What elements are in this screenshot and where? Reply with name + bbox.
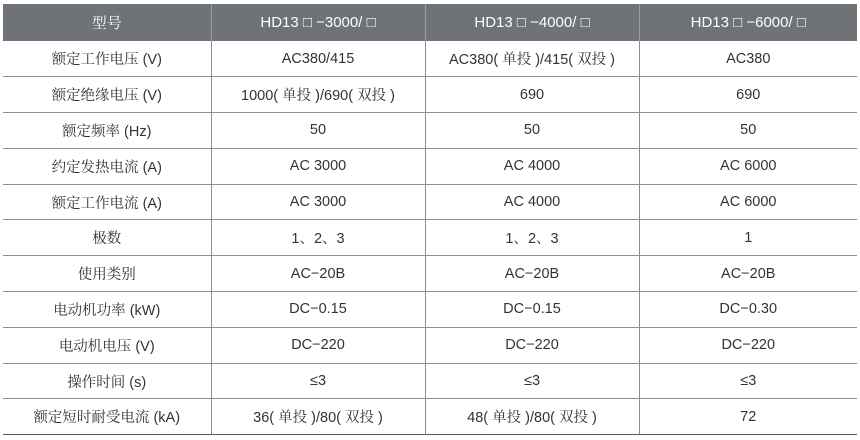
- table-cell: 1: [639, 220, 857, 256]
- row-label: 额定频率 (Hz): [3, 113, 211, 149]
- table-cell: 50: [425, 113, 639, 149]
- row-label: 额定工作电流 (A): [3, 184, 211, 220]
- table-cell: AC380( 单投 )/415( 双投 ): [425, 41, 639, 77]
- table-row: [3, 113, 857, 149]
- table-cell: DC−0.30: [639, 292, 857, 328]
- table-cell: 1、2、3: [211, 220, 425, 256]
- table-cell: AC−20B: [425, 256, 639, 292]
- table-cell: DC−220: [639, 327, 857, 363]
- header-row: [3, 4, 857, 41]
- table-cell: 48( 单投 )/80( 双投 ): [425, 399, 639, 435]
- table-cell: AC 6000: [639, 184, 857, 220]
- table-cell: ≤3: [211, 363, 425, 399]
- table-cell: 1000( 单投 )/690( 双投 ): [211, 77, 425, 113]
- spec-table: [3, 4, 857, 435]
- row-label: 极数: [3, 220, 211, 256]
- table-row: [3, 256, 857, 292]
- table-cell: AC 4000: [425, 184, 639, 220]
- table-row: [3, 41, 857, 77]
- row-label: 使用类别: [3, 256, 211, 292]
- table-cell: ≤3: [425, 363, 639, 399]
- table-row: [3, 292, 857, 328]
- table-row: [3, 184, 857, 220]
- table-cell: AC380/415: [211, 41, 425, 77]
- table-row: [3, 220, 857, 256]
- table-cell: 50: [211, 113, 425, 149]
- row-label: 约定发热电流 (A): [3, 148, 211, 184]
- table-cell: 50: [639, 113, 857, 149]
- row-label: 额定短时耐受电流 (kA): [3, 399, 211, 435]
- table-cell: AC 4000: [425, 148, 639, 184]
- table-row: [3, 77, 857, 113]
- table-cell: AC 6000: [639, 148, 857, 184]
- table-row: [3, 148, 857, 184]
- table-cell: DC−220: [211, 327, 425, 363]
- header-cell-model: 型号: [3, 4, 211, 41]
- table-cell: AC 3000: [211, 148, 425, 184]
- header-cell-3000: HD13 □ −3000/ □: [211, 4, 425, 41]
- row-label: 额定绝缘电压 (V): [3, 77, 211, 113]
- table-cell: 72: [639, 399, 857, 435]
- table-cell: 690: [639, 77, 857, 113]
- table-cell: AC 3000: [211, 184, 425, 220]
- table-cell: 690: [425, 77, 639, 113]
- header-cell-6000: HD13 □ −6000/ □: [639, 4, 857, 41]
- table-cell: AC−20B: [639, 256, 857, 292]
- table-cell: DC−0.15: [211, 292, 425, 328]
- table-row: [3, 327, 857, 363]
- row-label: 电动机功率 (kW): [3, 292, 211, 328]
- table-body: [3, 41, 857, 435]
- table-cell: ≤3: [639, 363, 857, 399]
- row-label: 电动机电压 (V): [3, 327, 211, 363]
- table-cell: DC−0.15: [425, 292, 639, 328]
- table-cell: 36( 单投 )/80( 双投 ): [211, 399, 425, 435]
- row-label: 额定工作电压 (V): [3, 41, 211, 77]
- table-header: [3, 4, 857, 41]
- table-cell: AC−20B: [211, 256, 425, 292]
- table-cell: DC−220: [425, 327, 639, 363]
- row-label: 操作时间 (s): [3, 363, 211, 399]
- table-row: [3, 399, 857, 435]
- table-cell: AC380: [639, 41, 857, 77]
- table-cell: 1、2、3: [425, 220, 639, 256]
- header-cell-4000: HD13 □ −4000/ □: [425, 4, 639, 41]
- spec-table-container: [3, 4, 857, 435]
- table-row: [3, 363, 857, 399]
